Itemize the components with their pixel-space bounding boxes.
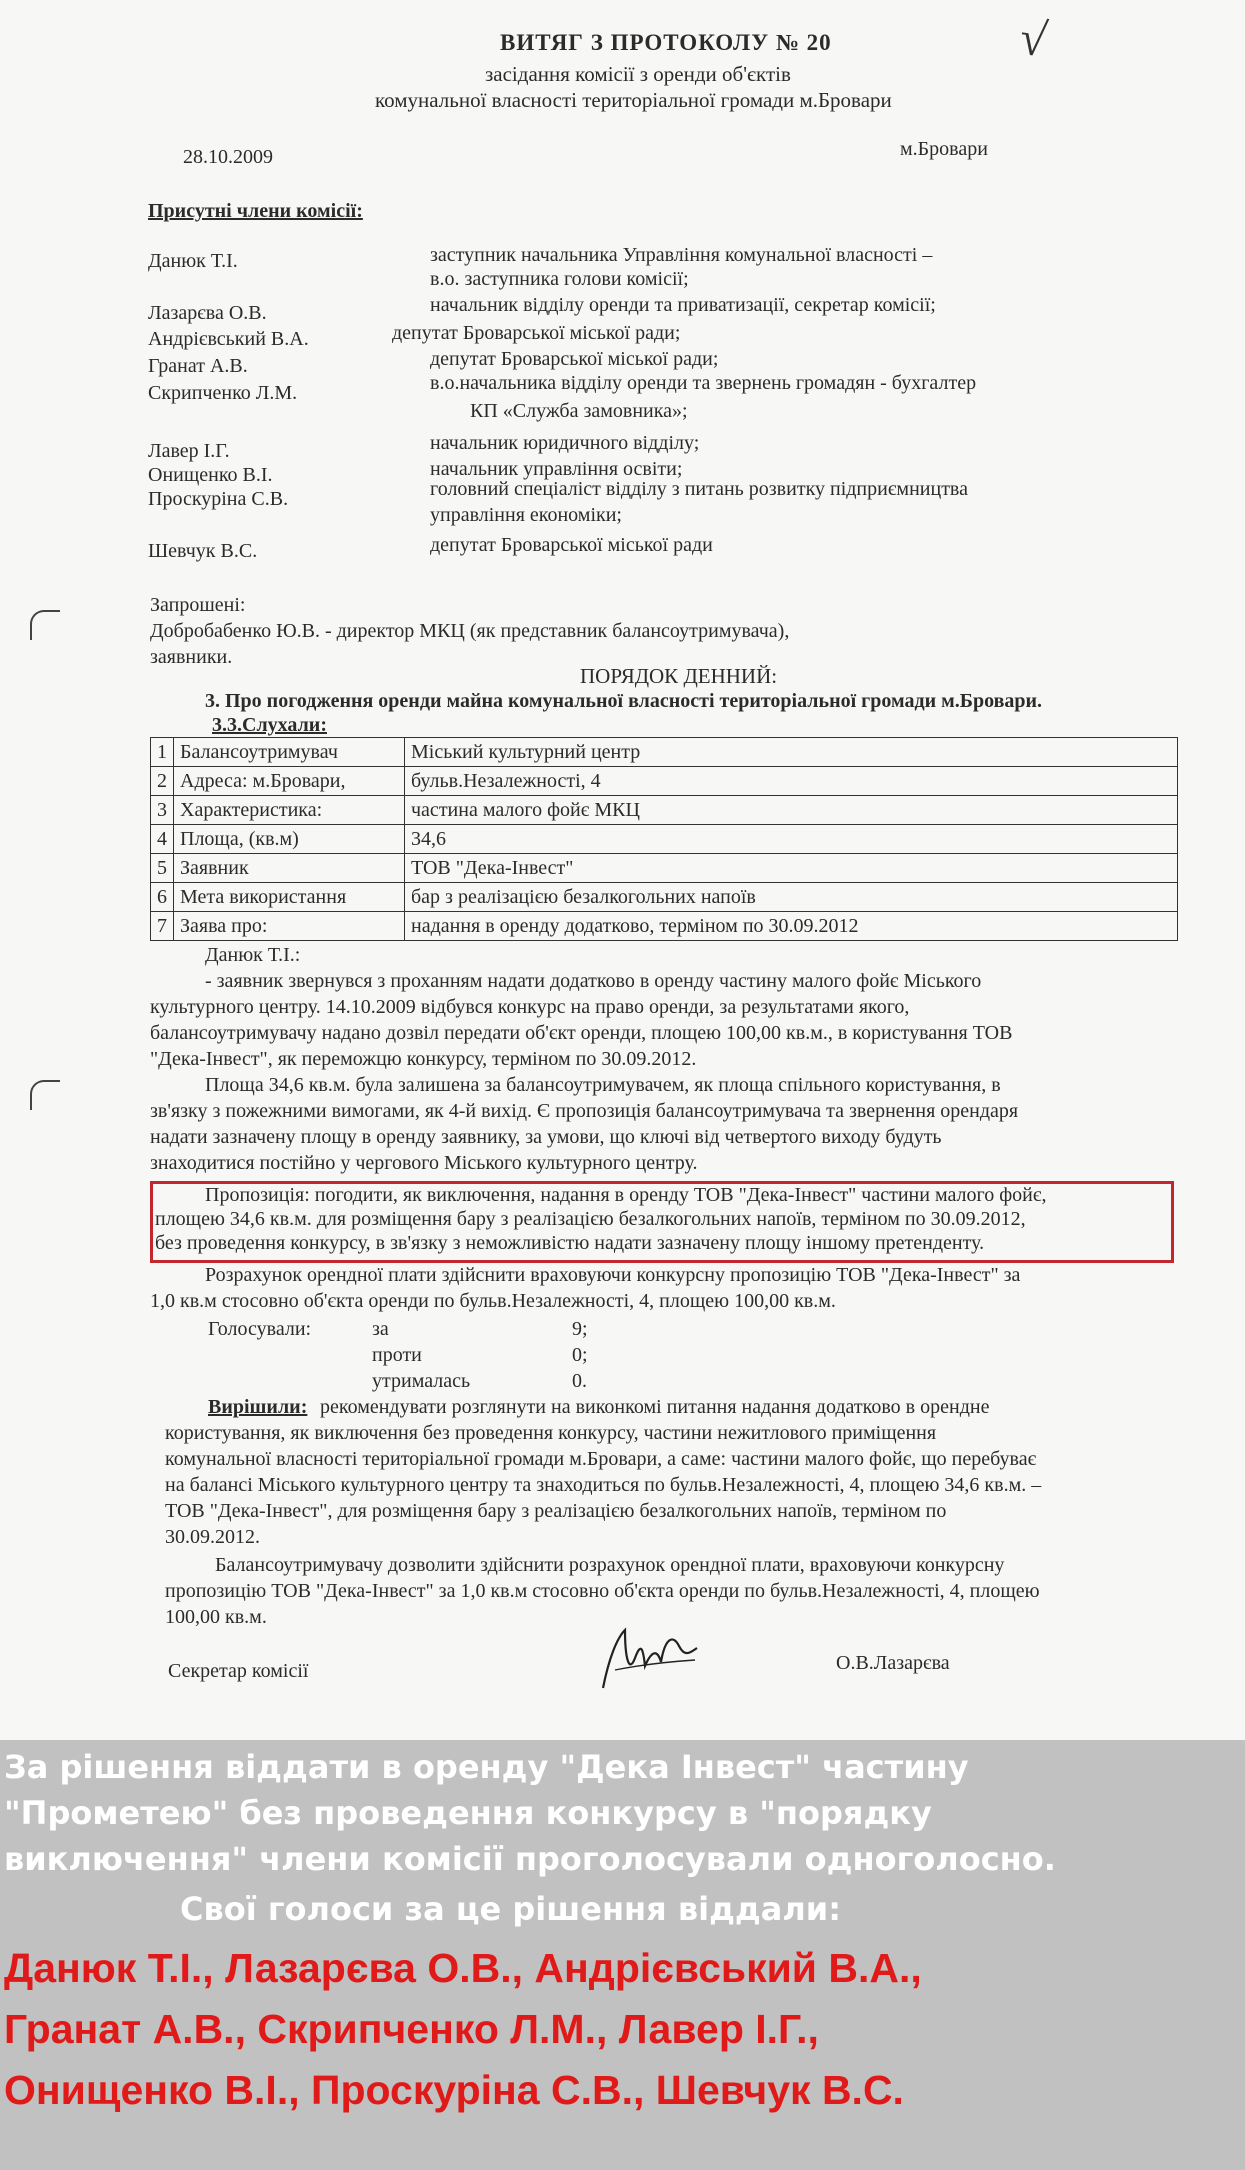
table-cell-number: 2: [151, 767, 174, 796]
body-line: зв'язку з пожежними вимогами, як 4-й вихід. Є пропозиція балансоутримувача та звернення орендаря: [150, 1100, 1019, 1122]
voters-line: Гранат А.В., Скрипченко Л.М., Лавер І.Г.,: [4, 2006, 819, 2052]
member-name: Данюк Т.І.: [148, 250, 238, 272]
table-row: [151, 738, 1178, 767]
body-line: Площа 34,6 кв.м. була залишена за балансоутримувачем, як площа спільного користування, в: [205, 1074, 1001, 1096]
document-date: 28.10.2009: [183, 146, 273, 168]
member-role-cont: КП «Служба замовника»;: [470, 400, 688, 422]
vote-against-label: проти: [372, 1344, 422, 1366]
member-name: Гранат А.В.: [148, 355, 248, 377]
comment-banner: [0, 1740, 1245, 2170]
invited-heading: Запрошені:: [150, 594, 246, 616]
body-line: "Дека-Інвест", як переможцю конкурсу, терміном по 30.09.2012.: [150, 1048, 697, 1070]
proposal-line: Пропозиція: погодити, як виключення, надання в оренду ТОВ "Дека-Інвест" частини малого фойє,: [205, 1184, 1047, 1206]
table-cell-number: 7: [151, 912, 174, 941]
table-row: [151, 912, 1178, 941]
member-name: Андрієвський В.А.: [148, 328, 309, 350]
member-role: заступник начальника Управління комунальної власності –: [430, 244, 933, 266]
member-role: депутат Броварської міської ради;: [430, 348, 719, 370]
document-title: ВИТЯГ З ПРОТОКОЛУ № 20: [500, 30, 832, 55]
body-line: надати зазначену площу в оренду заявнику, за умови, що ключі від четвертого виходу будуть: [150, 1126, 942, 1148]
checkmark: √: [1016, 11, 1050, 68]
table-row: [151, 825, 1178, 854]
signature: [595, 1618, 715, 1698]
heard-heading: 3.3.Слухали:: [212, 714, 327, 736]
member-name: Проскуріна С.В.: [148, 488, 289, 510]
table-cell-value: бульв.Незалежності, 4: [405, 767, 1178, 796]
table-cell-key: Заявник: [174, 854, 405, 883]
member-name: Шевчук В.С.: [148, 540, 258, 562]
decided-label: Вирішили:: [208, 1396, 308, 1418]
member-role: депутат Броварської міської ради;: [392, 322, 681, 344]
decided-line: Балансоутримувачу дозволити здійснити розрахунок орендної плати, враховуючи конкурсну: [215, 1554, 1005, 1576]
table-row: [151, 796, 1178, 825]
member-role: начальник управління освіти;: [430, 458, 683, 480]
document-subtitle-2: комунальної власності територіальної громади м.Бровари: [375, 88, 892, 112]
table-row: [151, 854, 1178, 883]
body-line: знаходитися постійно у чергового Міського культурного центру.: [150, 1152, 698, 1174]
decided-line: 30.09.2012.: [165, 1526, 260, 1548]
vote-abstain-value: 0.: [572, 1370, 587, 1392]
table-cell-key: Балансоутримувач: [174, 738, 405, 767]
object-table: [150, 737, 1178, 941]
secretary-label: Секретар комісії: [168, 1660, 309, 1682]
proposal-line: без проведення конкурсу, в зв'язку з неможливістю надати зазначену площу іншому претенденту.: [155, 1232, 985, 1254]
invited-line: заявники.: [150, 646, 233, 668]
body-line: балансоутримувачу надано дозвіл передати об'єкт оренди, площею 100,00 кв.м., в користування ТОВ: [150, 1022, 1013, 1044]
decided-line: рекомендувати розглянути на виконкомі питання надання додатково в орендне: [320, 1396, 990, 1418]
member-role-cont: в.о. заступника голови комісії;: [430, 268, 689, 290]
banner-line: За рішення віддати в оренду "Дека Інвест" частину: [4, 1748, 969, 1786]
punch-hole-mark: [30, 1080, 60, 1110]
banner-line: "Прометею" без проведення конкурсу в "порядку: [4, 1794, 932, 1832]
table-cell-value: бар з реалізацією безалкогольних напоїв: [405, 883, 1178, 912]
voters-line: Онищенко В.І., Проскуріна С.В., Шевчук В.С.: [4, 2067, 904, 2113]
decided-line: на балансі Міського культурного центру та знаходиться по бульв.Незалежності, 4, площею 34,6 кв.м. –: [165, 1474, 1042, 1496]
table-cell-key: Мета використання: [174, 883, 405, 912]
table-cell-value: частина малого фойє МКЦ: [405, 796, 1178, 825]
member-role-cont: управління економіки;: [430, 504, 622, 526]
table-cell-value: надання в оренду додатково, терміном по 30.09.2012: [405, 912, 1178, 941]
proposal-line: площею 34,6 кв.м. для розміщення бару з реалізацією безалкогольних напоїв, терміном по 30.09.2012,: [155, 1208, 1026, 1230]
voters-line: Данюк Т.І., Лазарєва О.В., Андрієвський В.А.,: [4, 1945, 922, 1991]
decided-line: комунальної власності територіальної громади м.Бровари, а саме: частини малого фойє, що перебуває: [165, 1448, 1037, 1470]
member-role: депутат Броварської міської ради: [430, 534, 713, 556]
table-cell-number: 1: [151, 738, 174, 767]
agenda-item: 3. Про погодження оренди майна комунальної власності територіальної громади м.Бровари.: [205, 690, 1043, 712]
table-cell-key: Площа, (кв.м): [174, 825, 405, 854]
table-cell-number: 6: [151, 883, 174, 912]
document-city: м.Бровари: [900, 138, 988, 160]
member-role: головний спеціаліст відділу з питань розвитку підприємництва: [430, 478, 968, 500]
table-row: [151, 767, 1178, 796]
members-heading: Присутні члени комісії:: [148, 200, 363, 222]
table-cell-key: Заява про:: [174, 912, 405, 941]
decided-line: пропозицію ТОВ "Дека-Інвест" за 1,0 кв.м стосовно об'єкта оренди по бульв.Незалежності, 4, площею: [165, 1580, 1040, 1602]
vote-abstain-label: утрималась: [372, 1370, 471, 1392]
decided-line: користування, як виключення без проведення конкурсу, частини нежитлового приміщення: [165, 1422, 937, 1444]
table-cell-key: Адреса: м.Бровари,: [174, 767, 405, 796]
banner-line: виключення" члени комісії проголосували одноголосно.: [4, 1840, 1056, 1878]
invited-line: Добробабенко Ю.В. - директор МКЦ (як представник балансоутримувача),: [150, 620, 790, 642]
table-row: [151, 883, 1178, 912]
member-name: Лазарєва О.В.: [148, 302, 267, 324]
table-cell-value: ТОВ "Дека-Інвест": [405, 854, 1178, 883]
banner-subheading: Свої голоси за це рішення віддали:: [180, 1890, 841, 1928]
vote-for-label: за: [372, 1318, 389, 1340]
body-line: - заявник звернувся з проханням надати додатково в оренду частину малого фойє Міського: [205, 970, 982, 992]
speaker-label: Данюк Т.І.:: [205, 944, 301, 966]
secretary-name: О.В.Лазарєва: [836, 1652, 950, 1674]
vote-label: Голосували:: [208, 1318, 312, 1340]
table-cell-value: 34,6: [405, 825, 1178, 854]
body-line: культурного центру. 14.10.2009 відбувся конкурс на право оренди, за результатами якого,: [150, 996, 910, 1018]
table-cell-key: Характеристика:: [174, 796, 405, 825]
vote-against-value: 0;: [572, 1344, 588, 1366]
body-line: 1,0 кв.м стосовно об'єкта оренди по бульв.Незалежності, 4, площею 100,00 кв.м.: [150, 1290, 836, 1312]
agenda-heading: ПОРЯДОК ДЕННИЙ:: [580, 664, 778, 688]
body-line: Розрахунок орендної плати здійснити враховуючи конкурсну пропозицію ТОВ "Дека-Інвест" за: [205, 1264, 1021, 1286]
vote-for-value: 9;: [572, 1318, 588, 1340]
member-name: Скрипченко Л.М.: [148, 382, 298, 404]
member-role: начальник юридичного відділу;: [430, 432, 700, 454]
decided-line: 100,00 кв.м.: [165, 1606, 267, 1628]
document-subtitle-1: засідання комісії з оренди об'єктів: [485, 62, 791, 86]
member-role: начальник відділу оренди та приватизації, секретар комісії;: [430, 294, 936, 316]
decided-line: ТОВ "Дека-Інвест", для розміщення бару з реалізацією безалкогольних напоїв, терміном по: [165, 1500, 947, 1522]
table-cell-number: 3: [151, 796, 174, 825]
table-cell-value: Міський культурний центр: [405, 738, 1178, 767]
member-name: Лавер І.Г.: [148, 440, 230, 462]
punch-hole-mark: [30, 610, 60, 640]
member-name: Онищенко В.І.: [148, 464, 273, 486]
table-cell-number: 5: [151, 854, 174, 883]
table-cell-number: 4: [151, 825, 174, 854]
member-role: в.о.начальника відділу оренди та звернень громадян - бухгалтер: [430, 372, 977, 394]
